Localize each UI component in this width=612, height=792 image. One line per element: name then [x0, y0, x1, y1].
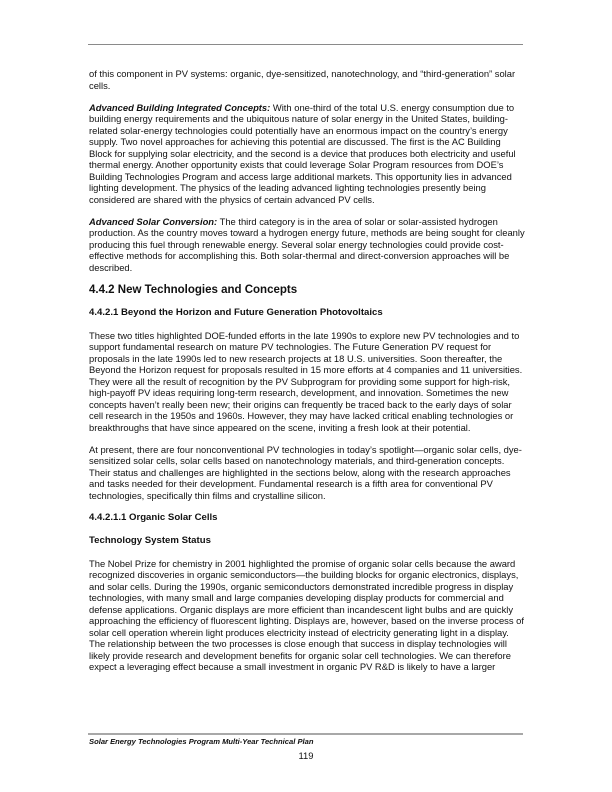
paragraph-advanced-solar-conversion [89, 216, 525, 274]
run-in-heading: Advanced Solar Conversion: [89, 215, 218, 227]
footer-rule [88, 733, 523, 735]
run-in-heading: Advanced Building Integrated Concepts: [89, 101, 271, 113]
paragraph-nonconventional-pv: At present, there are four nonconventional PV technologies in today’s spotlight—organic solar cells, dye-sensitized solar cells, solar cells based on nanotechnology materials, and third-generation concepts. Their status and challenges are highlighted in the sections below, along with the research approaches and tasks needed for their development. Fundamental research is a fifth area for conventional PV technologies, specifically thin films and crystalline silicon. [89, 443, 522, 501]
section-heading-4-4-2-1-1: 4.4.2.1.1 Organic Solar Cells [89, 511, 218, 523]
section-heading-4-4-2-1: 4.4.2.1 Beyond the Horizon and Future Generation Photovoltaics [89, 306, 383, 318]
paragraph-text: The third category is in the area of solar or solar-assisted hydrogen production. As the country moves toward a hydrogen energy future, methods are being sought for cleanly producing this fuel through renewable energy. Several solar energy technologies could provide cost-effective methods for accomplishing this. Both solar-thermal and direct-conversion approaches will be described. [89, 215, 525, 273]
footer-title: Solar Energy Technologies Program Multi-Year Technical Plan [89, 737, 314, 746]
page-number: 119 [298, 750, 314, 761]
section-heading-4-4-2: 4.4.2 New Technologies and Concepts [89, 283, 298, 296]
subheading-technology-status: Technology System Status [89, 534, 211, 546]
page-body [89, 68, 525, 683]
paragraph-nobel-prize: The Nobel Prize for chemistry in 2001 highlighted the promise of organic solar cells because the award recognized discoveries in organic semiconductors—the building blocks for organic electronics, displays, and solar cells. During the 1990s, organic semiconductors demonstrated incredible progress in display technologies, with many small and large companies developing display products for commercial and defense applications. Organic displays are more efficient than incandescent light bulbs and are quickly approaching the efficiency of fluorescent lighting. Displays are, however, based on the inverse process of solar cell operation wherein light produces electricity instead of electricity generating light in a display. The relationship between the two processes is close enough that success in display technologies will likely provide research and development benefits for organic solar cell technologies. We can therefore expect a leveraging effect because a small investment in organic PV R&D is likely to have a larger [89, 557, 524, 672]
paragraph-continuation: of this component in PV systems: organic, dye-sensitized, nanotechnology, and “third-generation” solar cells. [89, 68, 516, 91]
paragraph-advanced-building [89, 102, 525, 206]
paragraph-text: With one-third of the total U.S. energy consumption due to building energy requirements and the ubiquitous nature of solar energy in the United States, building-related solar-energy technologies could potentially have an enormous impact on the country’s energy supply. Two novel approaches for achieving this potential are discussed. The first is the AC Building Block for supplying solar electricity, and the second is a device that produces both electricity and useful thermal energy. Another opportunity exists that could leverage Solar Program resources from DOE’s Building Technologies Program and access large additional markets. This opportunity lies in advanced lighting development. The physics of the leading advanced lighting technologies presently being considered are shared with the physics of certain advanced PV cells. [89, 101, 516, 205]
paragraph-beyond-horizon: These two titles highlighted DOE-funded efforts in the late 1990s to explore new PV technologies and to support fundamental research on mature PV technologies. The Future Generation PV request for proposals in the late 1990s led to new research projects at 18 U.S. universities. Soon thereafter, the Beyond the Horizon request for proposals resulted in 15 more efforts at 4 companies and 11 universities. They were all the result of recognition by the PV Subprogram for providing some support for high-risk, high-payoff PV ideas requiring long-term research, development, and innovation. Sometimes the new concepts haven’t really been new; their origins can frequently be traced back to the early days of solar cell research in the 1950s and 1960s. However, they may have lacked critical enabling technologies or breakthroughs that have since appeared on the scene, inviting a fresh look at their potential. [89, 329, 523, 433]
header-rule [88, 44, 523, 45]
